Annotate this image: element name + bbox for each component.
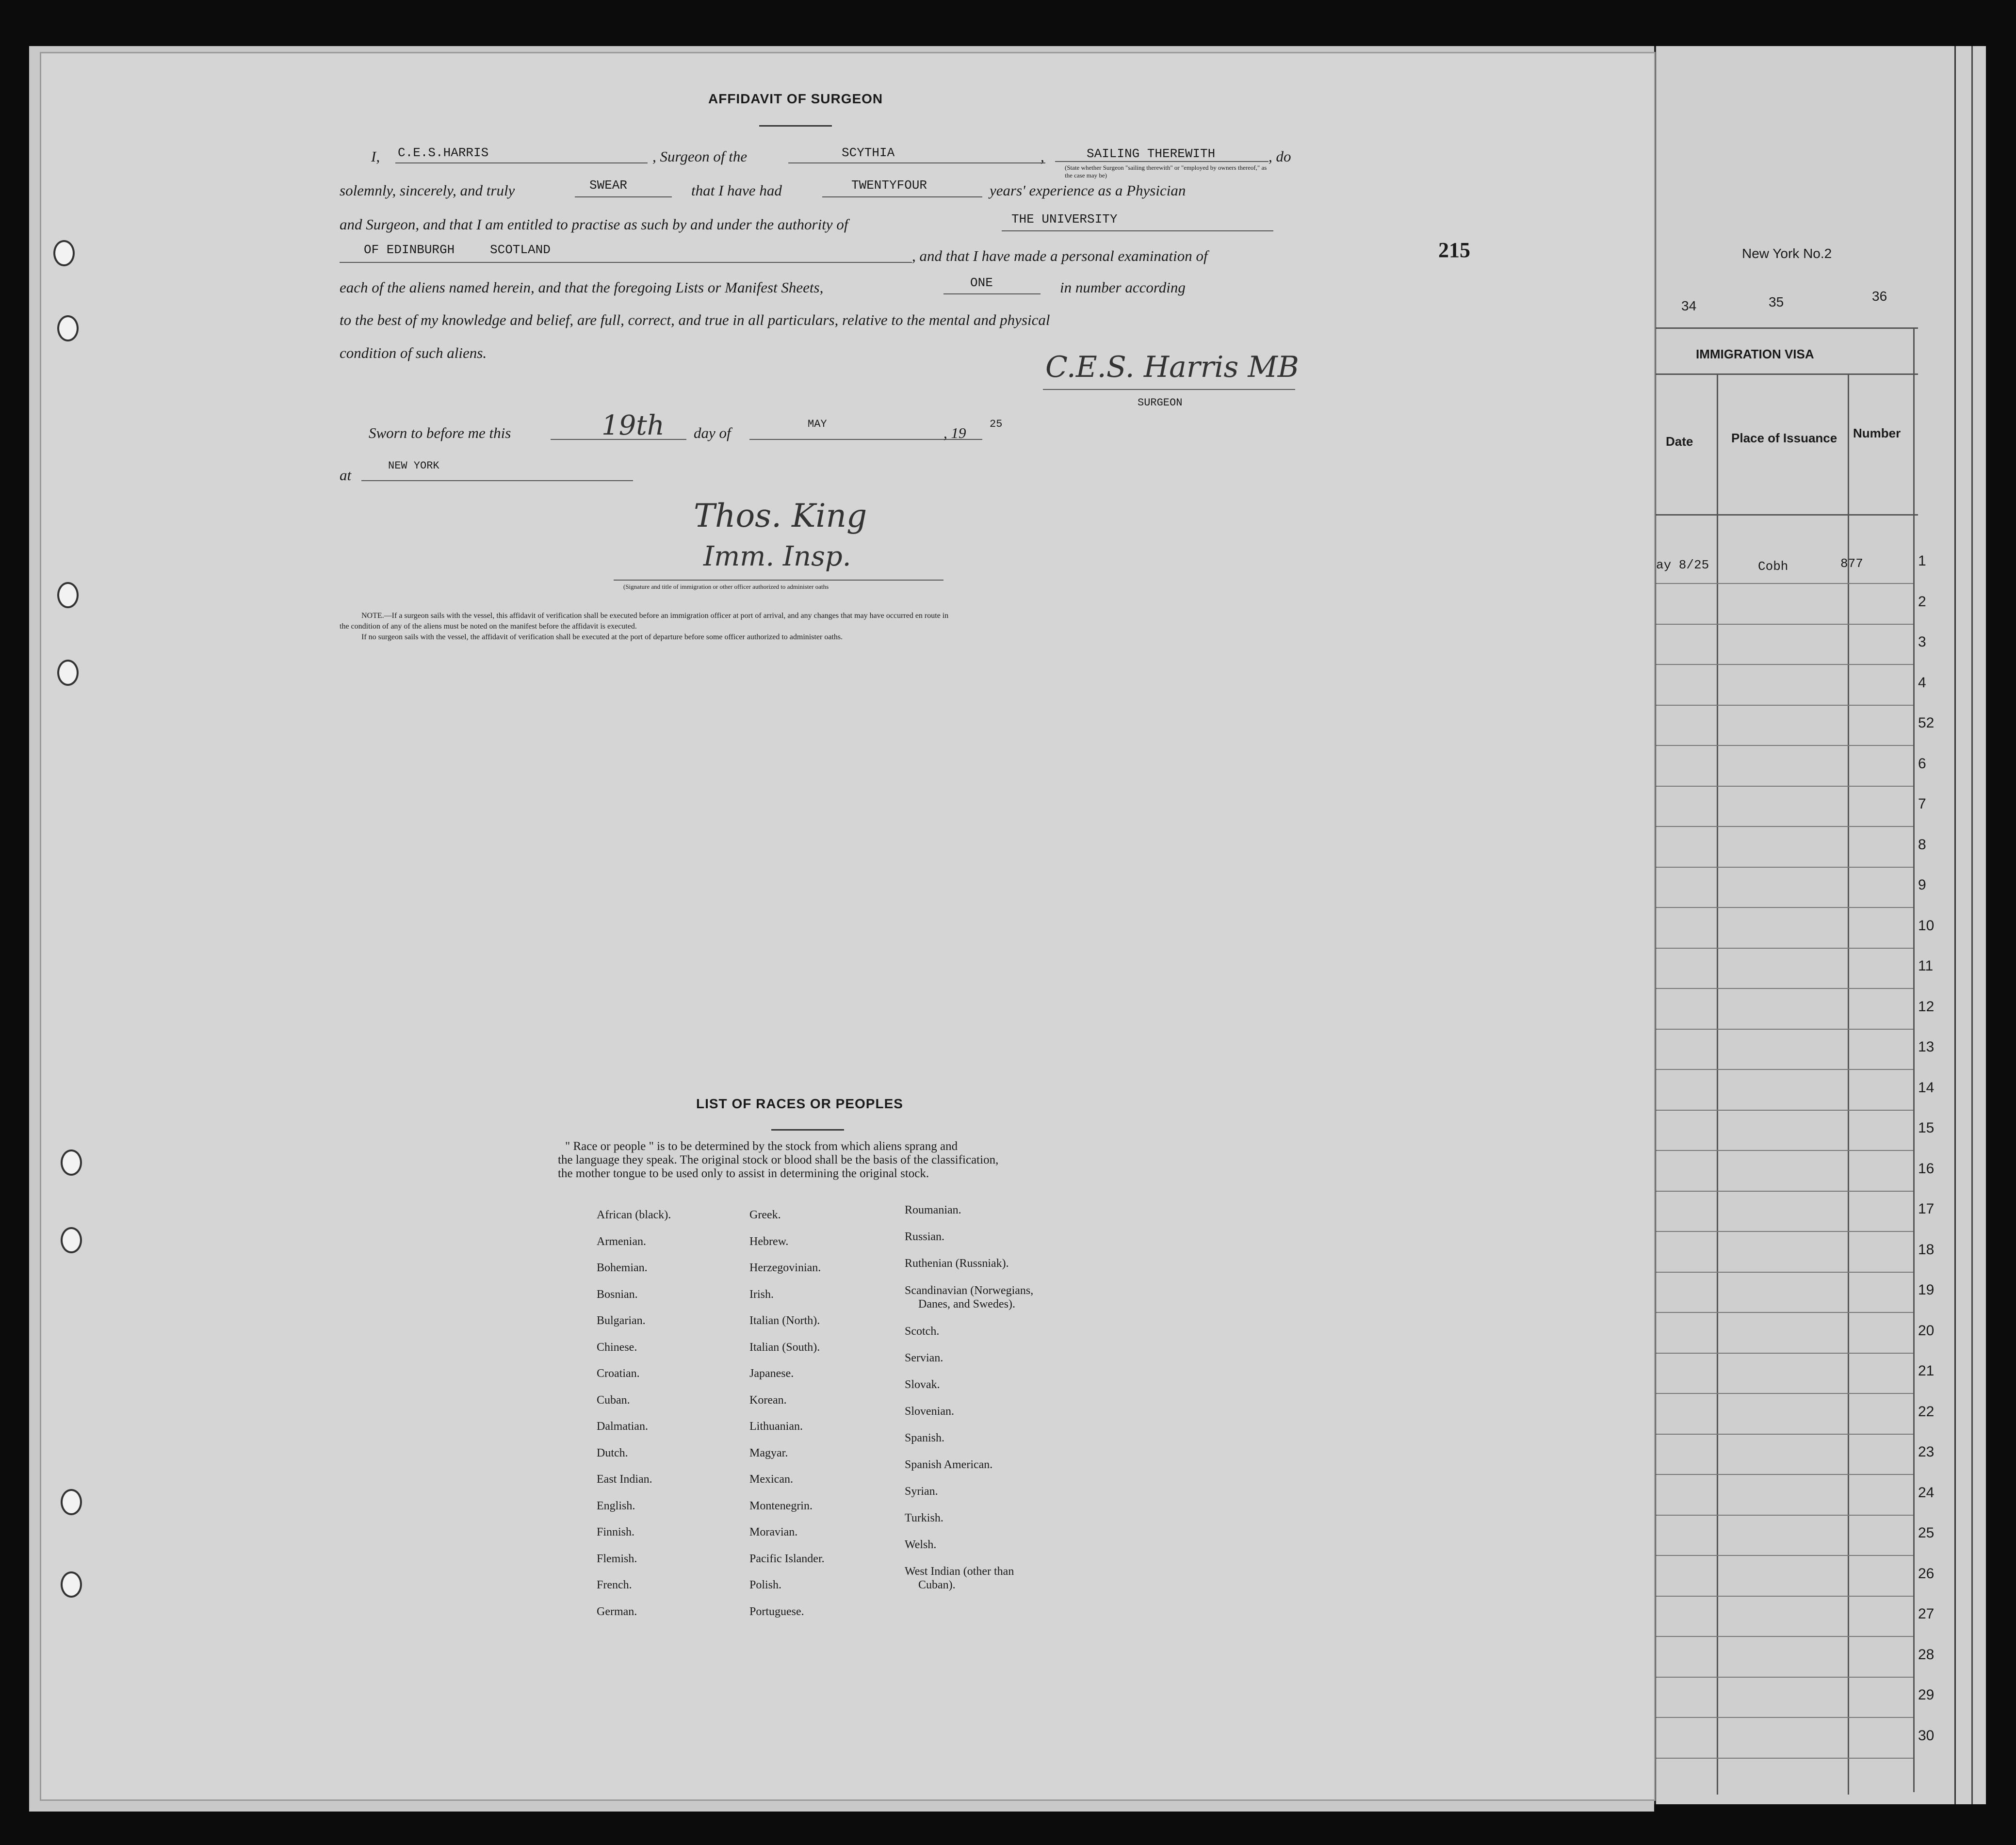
row-number: 24 [1918, 1484, 1935, 1501]
row-number: 27 [1918, 1606, 1935, 1622]
ship-name: SCYTHIA [842, 146, 895, 160]
race-entry: Scandinavian (Norwegians, [905, 1284, 1034, 1297]
row1-date: ay 8/25 [1656, 558, 1709, 572]
text: , do [1268, 148, 1291, 165]
sheets-count: ONE [970, 275, 993, 290]
text: each of the aliens named herein, and that the foregoing Lists or Manifest Sheets, [340, 279, 824, 296]
surgeon-label: SURGEON [1138, 397, 1183, 409]
text: , [1041, 148, 1044, 165]
col-number-36: 36 [1872, 289, 1887, 304]
text: day of [694, 424, 731, 441]
officer-title-signature: Imm. Insp. [703, 541, 851, 572]
officer-caption: (Signature and title of immigration or other officer authorized to administer oaths [623, 583, 829, 590]
row-number: 18 [1918, 1241, 1935, 1258]
race-entry: Korean. [749, 1393, 787, 1407]
text: , Surgeon of the [652, 148, 748, 165]
race-entry: Japanese. [749, 1367, 794, 1380]
row-number: 13 [1918, 1039, 1935, 1055]
race-entry: Montenegrin. [749, 1499, 813, 1512]
punch-hole [61, 1489, 82, 1515]
port-label: New York No.2 [1742, 246, 1832, 261]
years-experience: TWENTYFOUR [851, 178, 927, 193]
col-number-35: 35 [1769, 294, 1784, 309]
text: to the best of my knowledge and belief, are full, correct, and true in all particulars, relative to the mental and physical [340, 311, 1050, 328]
races-intro-1: " Race or people " is to be determined by the stock from which aliens sprang and [565, 1140, 958, 1153]
row-number: 23 [1918, 1444, 1935, 1460]
row-number: 9 [1918, 877, 1926, 893]
race-entry: Italian (South). [749, 1341, 820, 1354]
race-entry: East Indian. [597, 1473, 652, 1486]
text: solemnly, sincerely, and truly [340, 182, 515, 199]
race-entry: Magyar. [749, 1446, 788, 1459]
race-entry: Lithuanian. [749, 1420, 803, 1433]
race-entry: Croatian. [597, 1367, 640, 1380]
note-line-1: NOTE.—If a surgeon sails with the vessel, this affidavit of verification shall be executed before an immigration officer at port of arrival, and any changes that may have occurred en route in [361, 612, 949, 620]
row-number: 25 [1918, 1525, 1935, 1541]
authority-1: THE UNIVERSITY [1011, 212, 1118, 227]
surgeon-signature: C.E.S. Harris MB [1045, 350, 1299, 384]
race-entry: Irish. [749, 1288, 774, 1301]
row-number: 20 [1918, 1322, 1935, 1339]
punch-hole [61, 1149, 82, 1176]
row-number: 29 [1918, 1687, 1935, 1703]
row-number: 28 [1918, 1646, 1935, 1663]
race-entry: Pacific Islander. [749, 1552, 825, 1565]
punch-hole [57, 582, 79, 608]
officer-signature: Thos. King [694, 497, 867, 534]
row-number: 4 [1918, 674, 1926, 691]
text: Sworn to before me this [369, 424, 511, 441]
row-number: 26 [1918, 1565, 1935, 1582]
note-line-3: If no surgeon sails with the vessel, the affidavit of verification shall be executed at the port of departure before some officer authorized to administer oaths. [361, 633, 843, 641]
affidavit-sheet [41, 53, 1654, 1799]
sworn-month: MAY [808, 418, 827, 430]
text: years' experience as a Physician [990, 182, 1186, 199]
race-entry: Portuguese. [749, 1605, 804, 1618]
sworn-place: NEW YORK [388, 460, 439, 472]
row-number: 21 [1918, 1363, 1935, 1379]
sailing-status: SAILING THEREWITH [1087, 146, 1216, 161]
text: condition of such aliens. [340, 344, 487, 361]
visa-header: IMMIGRATION VISA [1696, 347, 1814, 361]
race-entry: Finnish. [597, 1526, 635, 1538]
race-entry: Hebrew. [749, 1235, 789, 1248]
race-entry: Russian. [905, 1230, 945, 1243]
race-entry: Danes, and Swedes). [918, 1298, 1015, 1311]
row-number: 30 [1918, 1727, 1935, 1744]
race-entry: Bulgarian. [597, 1314, 646, 1327]
race-entry: Ruthenian (Russniak). [905, 1257, 1009, 1270]
races-intro-2: the language they speak. The original stock or blood shall be the basis of the classification, [558, 1153, 999, 1166]
text: in number according [1060, 279, 1186, 296]
text: I, [371, 148, 380, 165]
punch-hole [57, 660, 79, 686]
row-number: 7 [1918, 796, 1926, 812]
race-entry: Dutch. [597, 1446, 628, 1459]
race-entry: Cuban. [597, 1393, 630, 1407]
race-entry: Chinese. [597, 1341, 637, 1354]
row1-place: Cobh [1758, 559, 1788, 574]
row-number: 3 [1918, 634, 1926, 650]
race-entry: English. [597, 1499, 635, 1512]
race-entry: Herzegovinian. [749, 1262, 821, 1274]
race-entry: Welsh. [905, 1538, 937, 1551]
race-entry: Roumanian. [905, 1204, 961, 1216]
race-entry: Syrian. [905, 1485, 938, 1498]
race-entry: Dalmatian. [597, 1420, 648, 1433]
row-number: 52 [1918, 715, 1935, 731]
race-entry: Slovak. [905, 1378, 940, 1391]
race-entry: Greek. [749, 1209, 781, 1221]
row-number: 11 [1918, 958, 1934, 974]
page-number: 215 [1438, 238, 1470, 262]
race-entry: Flemish. [597, 1552, 637, 1565]
punch-hole [53, 240, 75, 266]
header-date: Date [1666, 434, 1693, 449]
oath: SWEAR [589, 178, 628, 193]
right-page [1654, 46, 1986, 1804]
race-entry: Italian (North). [749, 1314, 820, 1327]
row-number: 19 [1918, 1282, 1935, 1298]
race-entry: Spanish. [905, 1432, 945, 1444]
row-number: 6 [1918, 755, 1926, 772]
row-number: 17 [1918, 1201, 1935, 1217]
race-entry: Slovenian. [905, 1405, 954, 1418]
race-entry: Moravian. [749, 1526, 798, 1538]
sworn-year: 25 [990, 418, 1003, 430]
races-title: LIST OF RACES OR PEOPLES [696, 1096, 903, 1111]
row-number: 10 [1918, 917, 1935, 934]
row-number: 12 [1918, 998, 1935, 1015]
header-place: Place of Issuance [1731, 431, 1837, 445]
row-number: 1 [1918, 553, 1926, 569]
row-number: 15 [1918, 1120, 1935, 1136]
authority-2b: SCOTLAND [490, 243, 551, 257]
race-entry: Servian. [905, 1352, 943, 1364]
race-entry: Cuban). [918, 1579, 956, 1591]
text: , 19 [943, 424, 966, 441]
header-number: Number [1853, 426, 1901, 440]
text: that I have had [691, 182, 782, 199]
note-line-2: the condition of any of the aliens must be noted on the manifest before the affidavit is executed. [340, 622, 637, 631]
row1-number: 877 [1840, 556, 1863, 571]
race-entry: French. [597, 1579, 632, 1591]
race-entry: West Indian (other than [905, 1565, 1014, 1578]
race-entry: German. [597, 1605, 637, 1618]
punch-hole [61, 1227, 82, 1253]
race-entry: Turkish. [905, 1512, 943, 1524]
races-intro-3: the mother tongue to be used only to assist in determining the original stock. [558, 1167, 929, 1180]
affidavit-title: AFFIDAVIT OF SURGEON [708, 91, 883, 106]
race-entry: Polish. [749, 1579, 782, 1591]
race-entry: Bosnian. [597, 1288, 638, 1301]
sailing-note: (State whether Surgeon "sailing therewith" or "employed by owners thereof," as the case may be) [1065, 164, 1267, 179]
row-number: 14 [1918, 1079, 1935, 1096]
sworn-day: 19th [602, 410, 665, 441]
race-entry: African (black). [597, 1209, 671, 1221]
race-entry: Mexican. [749, 1473, 793, 1486]
race-entry: Spanish American. [905, 1458, 993, 1471]
row-number: 2 [1918, 593, 1926, 610]
text: , and that I have made a personal examination of [912, 247, 1208, 264]
punch-hole [57, 315, 79, 341]
race-entry: Bohemian. [597, 1262, 648, 1274]
race-entry: Scotch. [905, 1325, 940, 1338]
surgeon-name: C.E.S.HARRIS [398, 146, 489, 160]
text: at [340, 467, 352, 484]
punch-hole [61, 1571, 82, 1598]
row-number: 22 [1918, 1403, 1935, 1420]
row-number: 8 [1918, 836, 1926, 853]
race-entry: Armenian. [597, 1235, 646, 1248]
row-number: 16 [1918, 1160, 1935, 1177]
col-number-34: 34 [1681, 298, 1697, 313]
authority-2a: OF EDINBURGH [364, 243, 455, 257]
text: and Surgeon, and that I am entitled to practise as such by and under the authority of [340, 216, 848, 233]
